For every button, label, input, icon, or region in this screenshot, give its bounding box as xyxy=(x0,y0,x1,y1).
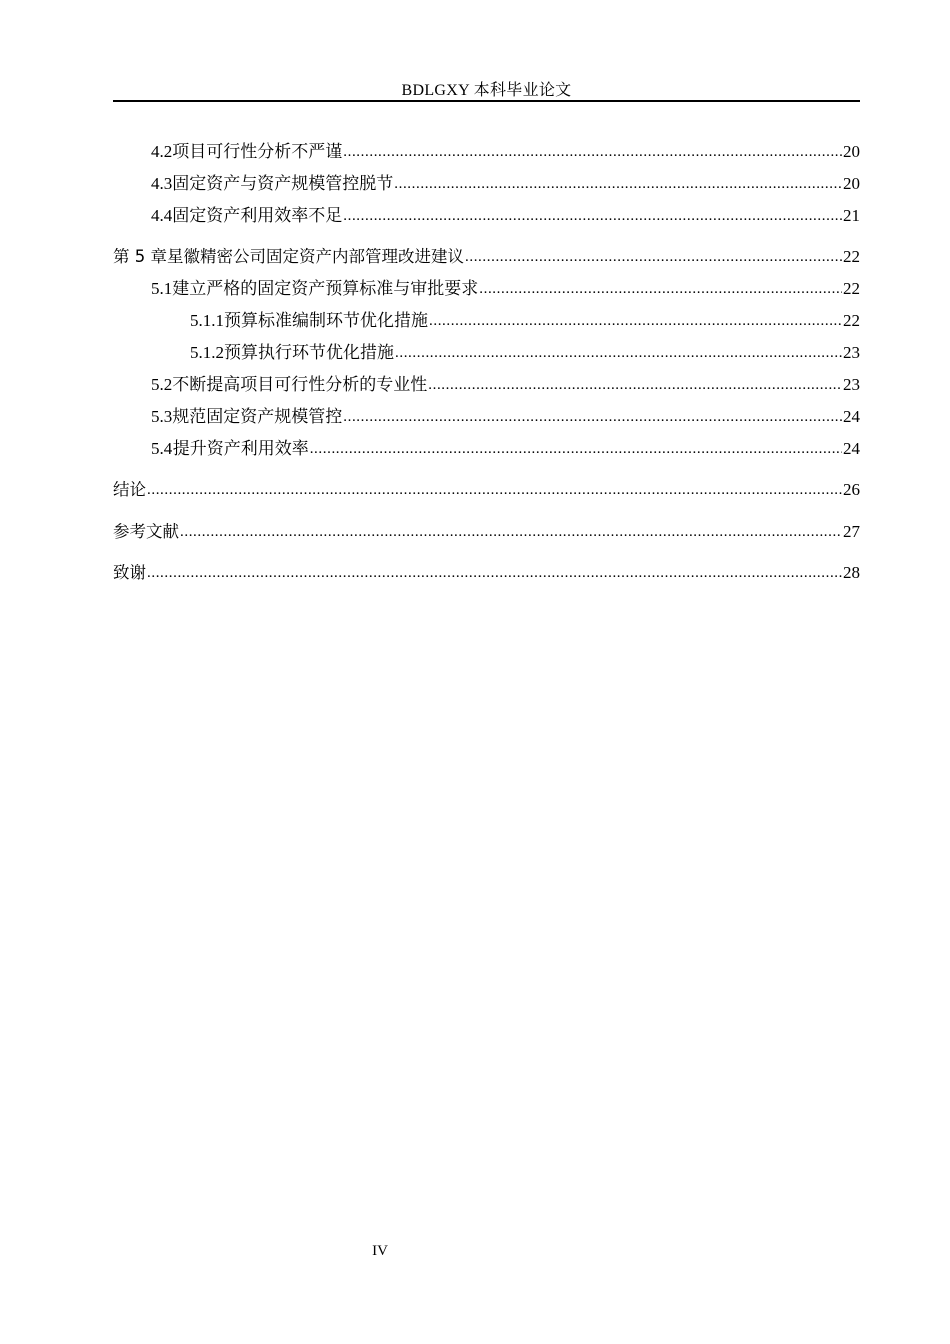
toc-title: 提升资产利用效率 xyxy=(172,439,309,458)
toc-number: 4.4 xyxy=(151,206,173,225)
toc-title: 规范固定资产规模管控 xyxy=(172,407,343,426)
toc-leader xyxy=(394,172,842,196)
toc-page-number: 24 xyxy=(843,407,860,426)
toc-title: 星徽精密公司固定资产内部管理改进建议 xyxy=(167,247,464,266)
toc-title: 固定资产与资产规模管控脱节 xyxy=(172,174,394,193)
toc-number: 5.2 xyxy=(151,375,173,394)
toc-leader xyxy=(147,561,842,585)
toc-leader xyxy=(429,309,842,333)
toc-entry-chapter-5[interactable] xyxy=(113,245,860,269)
toc-leader xyxy=(310,437,842,461)
toc-number: 第 5 章 xyxy=(113,247,167,266)
toc-leader xyxy=(343,204,842,228)
toc-entry-conclusion[interactable] xyxy=(113,478,860,502)
toc-page-number: 22 xyxy=(843,279,860,298)
toc-title: 建立严格的固定资产预算标准与审批要求 xyxy=(172,279,479,298)
toc-entry-5-1-1[interactable] xyxy=(190,309,860,333)
toc-page-number: 26 xyxy=(843,480,860,499)
toc-leader xyxy=(180,520,842,544)
toc-title: 不断提高项目可行性分析的专业性 xyxy=(172,375,428,394)
toc-title: 结论 xyxy=(113,480,146,499)
toc-leader xyxy=(479,277,842,301)
toc-entry-5-1[interactable] xyxy=(151,277,860,301)
page-number-footer: IV xyxy=(372,1243,388,1259)
toc-leader xyxy=(395,341,842,365)
toc-entry-5-2[interactable] xyxy=(151,373,860,397)
toc-page-number: 20 xyxy=(843,174,860,193)
toc-page-number: 23 xyxy=(843,343,860,362)
toc-leader xyxy=(343,140,842,164)
toc-entry-4-3[interactable] xyxy=(151,172,860,196)
toc-entry-references[interactable] xyxy=(113,520,860,544)
toc-number: 4.3 xyxy=(151,174,173,193)
toc-page-number: 20 xyxy=(843,142,860,161)
toc-number: 5.4 xyxy=(151,439,173,458)
toc-entry-4-2[interactable] xyxy=(151,140,860,164)
toc-title: 项目可行性分析不严谨 xyxy=(172,142,343,161)
toc-number: 5.1.2 xyxy=(190,343,224,362)
toc-number: 5.1.1 xyxy=(190,311,224,330)
toc-title: 预算执行环节优化措施 xyxy=(224,343,394,362)
toc-leader xyxy=(465,245,842,269)
toc-entry-5-1-2[interactable] xyxy=(190,341,860,365)
page-header: BDLGXY 本科毕业论文 xyxy=(401,82,572,99)
toc-number: 5.1 xyxy=(151,279,173,298)
toc-entry-5-4[interactable] xyxy=(151,437,860,461)
toc-title: 致谢 xyxy=(113,563,146,582)
toc-page-number: 23 xyxy=(843,375,860,394)
toc-leader xyxy=(428,373,842,397)
toc-leader xyxy=(343,405,842,429)
toc-leader xyxy=(147,478,842,502)
toc-page-number: 28 xyxy=(843,563,860,582)
toc-number: 4.2 xyxy=(151,142,173,161)
toc-entry-acknowledgements[interactable] xyxy=(113,561,860,585)
toc-page-number: 22 xyxy=(843,311,860,330)
toc-title: 预算标准编制环节优化措施 xyxy=(224,311,428,330)
toc-entry-4-4[interactable] xyxy=(151,204,860,228)
toc-page-number: 24 xyxy=(843,439,860,458)
toc-title: 参考文献 xyxy=(113,522,179,541)
toc-title: 固定资产利用效率不足 xyxy=(172,206,343,225)
toc-page-number: 22 xyxy=(843,247,860,266)
toc-number: 5.3 xyxy=(151,407,173,426)
toc-page-number: 27 xyxy=(843,522,860,541)
toc-page-number: 21 xyxy=(843,206,860,225)
toc-entry-5-3[interactable] xyxy=(151,405,860,429)
